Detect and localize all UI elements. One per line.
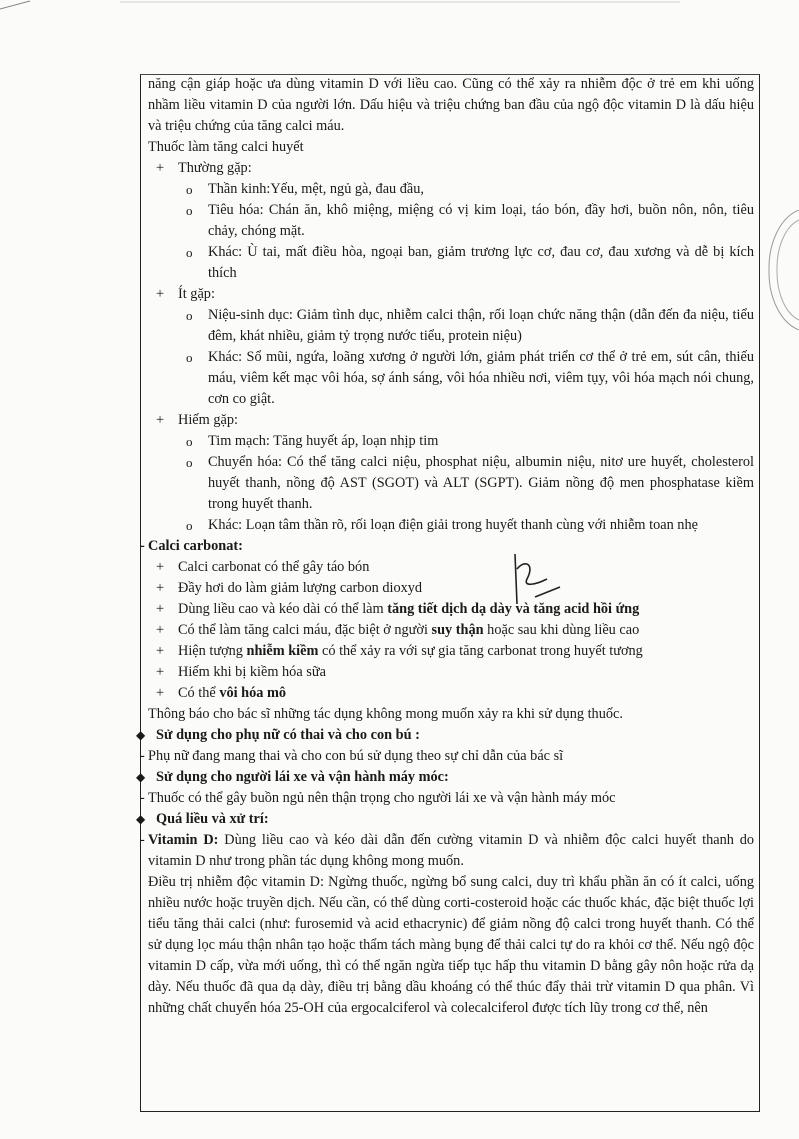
list-item: o Chuyển hóa: Có thể tăng calci niệu, phosphat niệu, albumin niệu, nitơ ure huyết, cholesterol huyết thanh, nồng độ AST (SGOT) và ALT (SGPT). Giảm nồng độ men phosphatase kiềm trong huyết thanh. bbox=[186, 454, 754, 512]
list-item: + Có thể làm tăng calci máu, đặc biệt ở người suy thận hoặc sau khi dùng liều cao bbox=[156, 622, 640, 638]
driving-text: - Thuốc có thể gây buồn ngủ nên thận trọng cho người lái xe và vận hành máy móc bbox=[140, 790, 616, 806]
list-item: o Khác: Ù tai, mất điều hòa, ngoại ban, giảm trương lực cơ, đau cơ, đau xương và dễ bị kích thích bbox=[186, 244, 754, 281]
list-item: o Khác: Sổ mũi, ngứa, loãng xương ở người lớn, giảm phát triển cơ thể ở trẻ em, sút cân, thiếu máu, viêm kết mạc vôi hóa, sợ ánh sáng, vôi hóa nhiều nơi, viêm tụy, vôi hóa mạch nói chung, cơn co giật. bbox=[186, 349, 754, 407]
list-item: + Đầy hơi do làm giảm lượng carbon dioxyd bbox=[156, 580, 423, 596]
list-item: + Dùng liều cao và kéo dài có thể làm tăng tiết dịch dạ dày và tăng acid hồi ứng bbox=[156, 601, 640, 617]
calci-heading: - Calci carbonat: bbox=[140, 538, 243, 554]
document-content bbox=[136, 74, 755, 1019]
list-item: o Niệu-sinh dục: Giảm tình dục, nhiễm calci thận, rối loạn chức năng thận (dẫn đến đa niệu, tiểu đêm, khát nhiều, giảm tỷ trọng nước tiểu, protein niệu) bbox=[186, 307, 754, 344]
list-item: + Có thể vôi hóa mô bbox=[156, 685, 287, 701]
list-item: o Tim mạch: Tăng huyết áp, loạn nhịp tim bbox=[186, 433, 439, 449]
list-item: + Hiện tượng nhiễm kiềm có thể xảy ra với sự gia tăng carbonat trong huyết tương bbox=[156, 643, 643, 659]
scan-edge bbox=[0, 0, 799, 10]
list-item: + Hiếm khi bị kiềm hóa sữa bbox=[156, 664, 326, 680]
notice-text: Thông báo cho bác sĩ những tác dụng không mong muốn xảy ra khi sử dụng thuốc. bbox=[148, 706, 623, 722]
overdose-treatment: Điều trị nhiễm độc vitamin D: Ngừng thuốc, ngừng bổ sung calci, duy trì khẩu phần ăn có ít calci, uống nhiều nước hoặc truyền dịch. Nếu cần, có thể dùng corti-costeroid hoặc các thuốc khác, đặc biệt thuốc lợi tiểu tăng thải calci (như: furosemid và acid ethacrynic) để giảm nồng độ calci trong huyết thanh. Có thể sử dụng lọc máu thận nhân tạo hoặc thẩm tách màng bụng để thải calci tự do ra khỏi cơ thể. Nếu ngộ độc vitamin D cấp, vừa mới uống, thì có thể ngăn ngừa tiếp tục hấp thu vitamin D bằng gây nôn hoặc rửa dạ dày. Nếu thuốc đã qua dạ dày, điều trị bằng dầu khoáng có thể thúc đẩy thải trừ vitamin D qua phân. Vì những chất chuyển hóa 25-OH của ergocalciferol và colecalciferol được tích lũy trong cơ thể, nên bbox=[148, 874, 754, 1016]
pregnancy-heading: ◆ Sử dụng cho phụ nữ có thai và cho con bú : bbox=[136, 727, 420, 743]
list-item: o Thần kinh:Yếu, mệt, ngủ gà, đau đầu, bbox=[186, 181, 424, 197]
stamp-fragment bbox=[759, 210, 799, 330]
list-item: o Tiêu hóa: Chán ăn, khô miệng, miệng có vị kim loại, táo bón, đầy hơi, buồn nôn, nôn, tiêu chảy, chóng mặt. bbox=[186, 202, 754, 239]
intro-paragraph: năng cận giáp hoặc ưa dùng vitamin D với liều cao. Cũng có thể xảy ra nhiễm độc ở trẻ em khi uống nhầm liều vitamin D của người lớn. Dấu hiệu và triệu chứng ban đầu của ngộ độc vitamin D là dấu hiệu và triệu chứng của tăng calci máu. bbox=[148, 76, 754, 134]
list-item: + Calci carbonat có thể gây táo bón bbox=[156, 559, 370, 575]
frequency-less: + Ít gặp: bbox=[156, 286, 215, 302]
overdose-vitamin-d: - Vitamin D: Dùng liều cao và kéo dài dẫn đến cường vitamin D và nhiễm độc calci huyết thanh do vitamin D như trong phần tác dụng không mong muốn. bbox=[140, 832, 755, 869]
section-subtitle: Thuốc làm tăng calci huyết bbox=[148, 139, 304, 155]
pregnancy-text: - Phụ nữ đang mang thai và cho con bú sử dụng theo sự chỉ dẫn của bác sĩ bbox=[140, 748, 564, 764]
list-item: o Khác: Loạn tâm thần rõ, rối loạn điện giải trong huyết thanh cùng với nhiễm toan nhẹ bbox=[186, 517, 698, 533]
frequency-common: + Thường gặp: bbox=[156, 160, 252, 176]
driving-heading: ◆ Sử dụng cho người lái xe và vận hành máy móc: bbox=[136, 769, 449, 785]
frequency-rare: + Hiếm gặp: bbox=[156, 412, 238, 428]
overdose-heading: ◆ Quá liều và xử trí: bbox=[136, 811, 269, 827]
